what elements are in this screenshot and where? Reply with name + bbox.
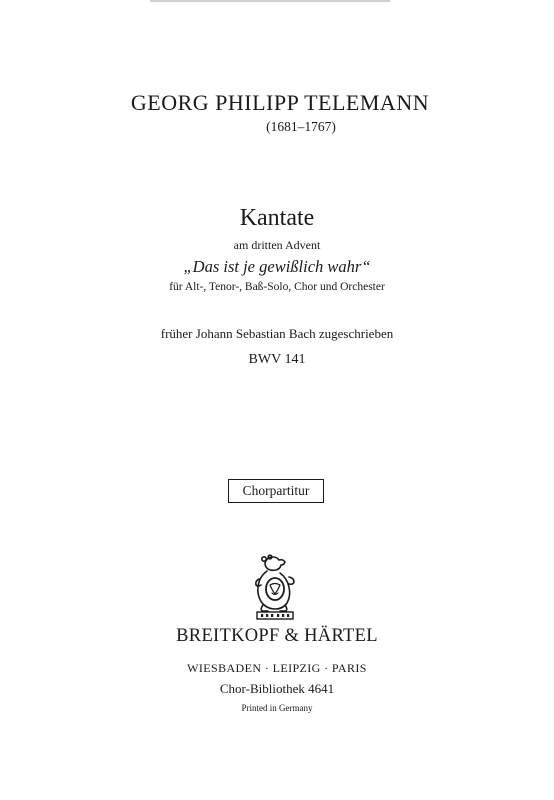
- work-scoring: für Alt-, Tenor-, Baß-Solo, Chor und Orchester: [169, 281, 385, 293]
- publisher-name: BREITKOPF & HÄRTEL: [176, 626, 378, 646]
- printed-in-note: Printed in Germany: [241, 703, 313, 713]
- work-title: Kantate: [239, 205, 315, 231]
- edition-type-box: Chorpartitur: [228, 479, 324, 503]
- work-subtitle: „Das ist je gewißlich wahr“: [183, 257, 371, 276]
- work-occasion: am dritten Advent: [233, 238, 321, 252]
- composer-dates: (1681–1767): [266, 119, 336, 134]
- work-attribution: früher Johann Sebastian Bach zugeschrieben: [160, 326, 394, 341]
- series-number: Chor-Bibliothek 4641: [219, 681, 335, 696]
- composer-name: GEORG PHILIPP TELEMANN: [130, 90, 430, 115]
- publisher-cities: WIESBADEN · LEIPZIG · PARIS: [187, 661, 367, 675]
- top-edge-rule: [150, 0, 390, 2]
- catalog-number: BWV 141: [248, 352, 306, 367]
- publisher-emblem-icon: [247, 553, 303, 621]
